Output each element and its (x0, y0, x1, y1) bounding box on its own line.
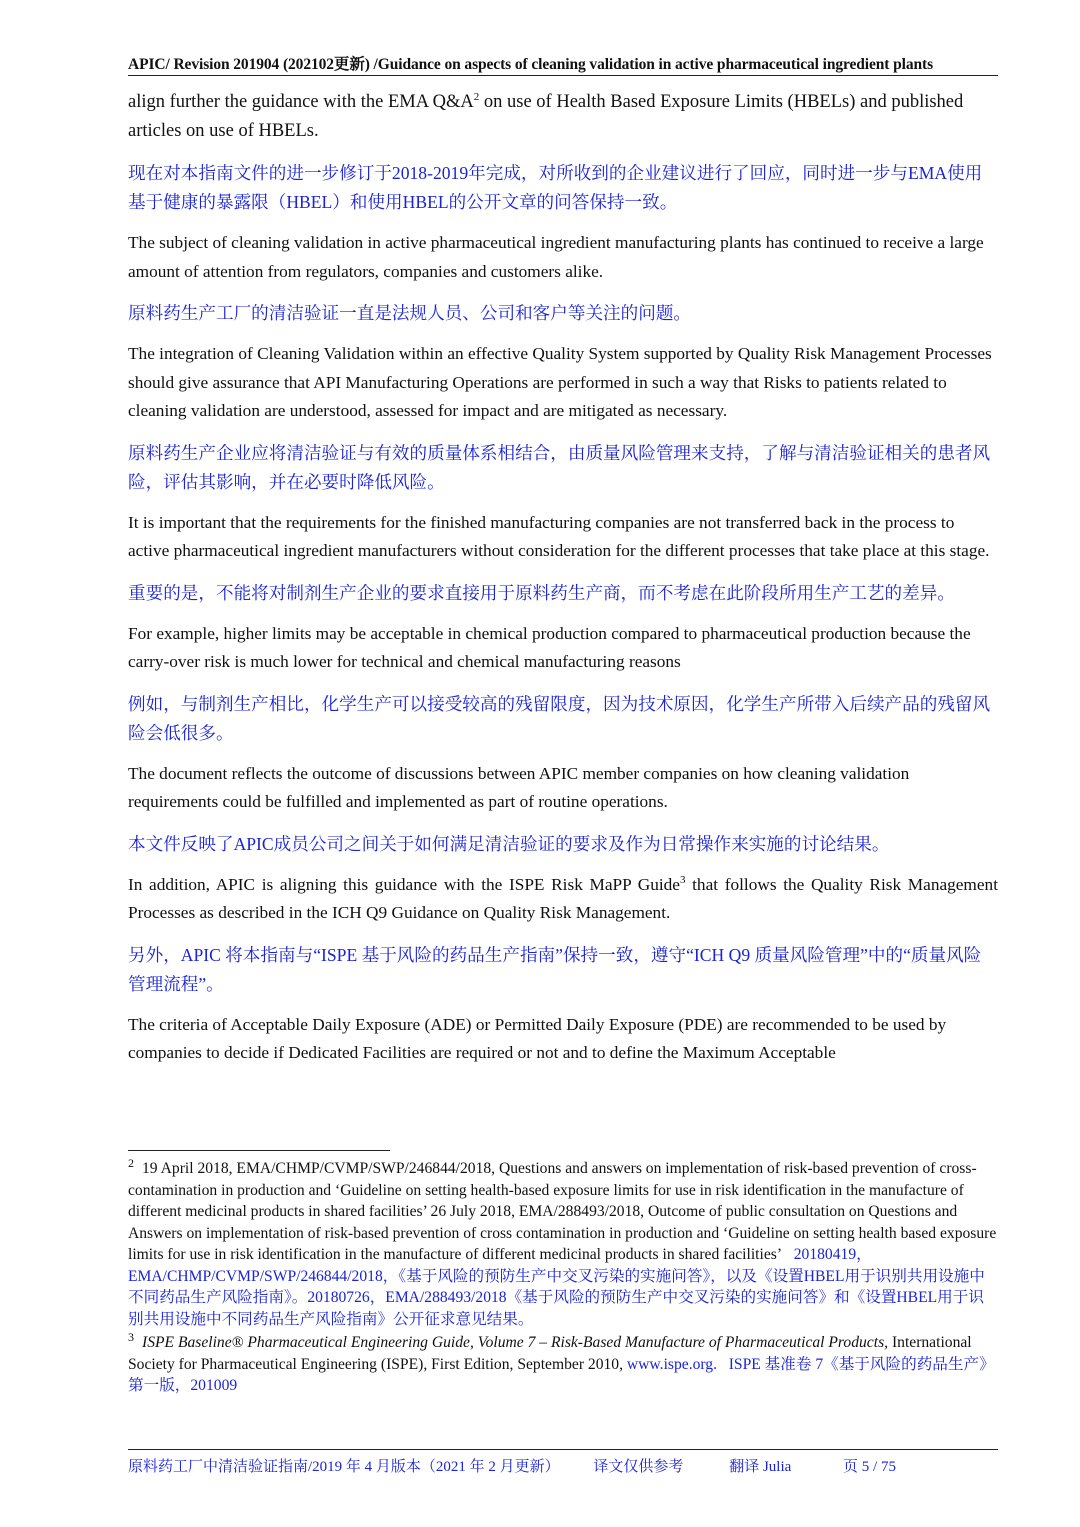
footer-note: 译文仅供参考 (593, 1459, 684, 1475)
paragraph-text: In addition, APIC is aligning this guidance with the ISPE Risk MaPP Guide (128, 874, 680, 894)
footnote-text: International Society for Pharmaceutical Engineering (ISPE), First Edition, September 2010, (128, 1334, 972, 1373)
footnotes (128, 1158, 998, 1399)
page-header: APIC/ Revision 201904 (202102更新) /Guidance on aspects of cleaning validation in active pharmaceutical ingredient plants (128, 56, 934, 73)
page-body (128, 88, 998, 1081)
paragraph-en: The integration of Cleaning Validation within an effective Quality System supported by Quality Risk Management Processes should give assurance that API Manufacturing Operations are performed in such a way that Risks to patients related to cleaning validation are understood, assessed for impact and are mitigated as necessary. (128, 344, 992, 420)
footnote-divider (128, 1150, 390, 1151)
paragraph-zh: 另外，APIC 将本指南与“ISPE 基于风险的药品生产指南”保持一致，遵守“ICH Q9 质量风险管理”中的“质量风险管理流程”。 (128, 944, 982, 994)
paragraph-en (128, 88, 998, 146)
paragraph-zh: 本文件反映了APIC成员公司之间关于如何满足清洁验证的要求及作为日常操作来实施的讨论结果。 (128, 833, 890, 854)
paragraph-zh: 原料药生产工厂的清洁验证一直是法规人员、公司和客户等关注的问题。 (128, 303, 692, 323)
footnote-ref-2[interactable]: 2 (473, 91, 480, 103)
footnote-number: 2 (128, 1156, 134, 1170)
paragraph-zh: 例如，与制剂生产相比，化学生产可以接受较高的残留限度，因为技术原因，化学生产所带入后续产品的残留风险会低很多。 (128, 693, 991, 743)
footer-translator: 翻译 Julia (729, 1459, 792, 1475)
footnote-number: 3 (128, 1330, 134, 1344)
page-number: 页 5 / 75 (843, 1459, 896, 1475)
footnote-ref-3[interactable]: 3 (679, 873, 686, 886)
paragraph-zh: 现在对本指南文件的进一步修订于2018-2019年完成，对所收到的企业建议进行了回应，同时进一步与EMA使用基于健康的暴露限（HBEL）和使用HBEL的公开文章的问答保持一致。 (128, 163, 983, 212)
paragraph-en: For example, higher limits may be acceptable in chemical production compared to pharmaceutical production because the carry-over risk is much lower for technical and chemical manufacturing reasons (128, 623, 971, 671)
header-divider (128, 75, 998, 76)
paragraph-en: The criteria of Acceptable Daily Exposure (ADE) or Permitted Daily Exposure (PDE) are recommended to be used by companies to decide if Dedicated Facilities are required or not and to define the Maximum Acceptable (128, 1014, 947, 1062)
paragraph-en: It is important that the requirements for the finished manufacturing companies are not transferred back in the process to active pharmaceutical ingredient manufacturers without consideration for the different processes that take place at this stage. (128, 512, 990, 560)
footnote-3 (128, 1332, 998, 1397)
footnote-text-zh: ISPE 基准卷 7《基于风险的药品生产》第一版，201009 (128, 1355, 995, 1394)
footnote-text-zh: 20180419，EMA/CHMP/CVMP/SWP/246844/2018，《基于风险的预防生产中交叉污染的实施问答》，以及《设置HBEL用于识别共用设施中不同药品生产风险指南》。20180726，EMA/288493/2018《基于风险的预防生产中交叉污染的实施问答》和《设置HBEL用于识别共用设施中不同药品生产风险指南》公开征求意见结果。 (128, 1246, 985, 1328)
paragraph-zh: 重要的是，不能将对制剂生产企业的要求直接用于原料药生产商，而不考虑在此阶段所用生产工艺的差异。 (128, 582, 955, 603)
footer-divider (128, 1449, 998, 1450)
footnote-text: ISPE Baseline® Pharmaceutical Engineering Guide, Volume 7 – Risk-Based Manufacture of Pharmaceutical Products, (142, 1334, 889, 1351)
page-footer (128, 1455, 896, 1476)
paragraph-en (128, 871, 998, 928)
paragraph-text: align further the guidance with the EMA Q&A (128, 92, 474, 112)
footer-doc-title: 原料药工厂中清洁验证指南/2019 年 4 月版本（2021 年 2 月更新） (128, 1459, 560, 1475)
footnote-2 (128, 1158, 998, 1330)
paragraph-zh: 原料药生产企业应将清洁验证与有效的质量体系相结合，由质量风险管理来支持，了解与清洁验证相关的患者风险，评估其影响，并在必要时降低风险。 (128, 442, 991, 492)
paragraph-en: The subject of cleaning validation in active pharmaceutical ingredient manufacturing plants has continued to receive a large amount of attention from regulators, companies and customers alike. (128, 233, 984, 281)
paragraph-text: on use of Health Based Exposure Limits (HBELs) and published articles on use of HBELs. (128, 92, 964, 141)
paragraph-text: that follows the Quality Risk Management Processes as described in the ICH Q9 Guidance on Quality Risk Management. (128, 874, 998, 922)
ispe-link[interactable]: www.ispe.org. (626, 1355, 717, 1373)
paragraph-en: The document reflects the outcome of discussions between APIC member companies on how cleaning validation requirements could be fulfilled and implemented as part of routine operations. (128, 763, 910, 811)
footnote-text: 19 April 2018, EMA/CHMP/CVMP/SWP/246844/2018, Questions and answers on implementation of risk-based prevention of cross-contamination in production and ‘Guideline on setting health-based exposure limits for use in risk identification in the manufacture of different medicinal products in shared facilities’ 26 July 2018, EMA/288493/2018, Outcome of public consultation on Questions and Answers on implementation of risk-based prevention of cross contamination in production and ‘Guideline on setting health based exposure limits for use in risk identification in the manufacture of different medicinal products in shared facilities’ (128, 1160, 997, 1263)
